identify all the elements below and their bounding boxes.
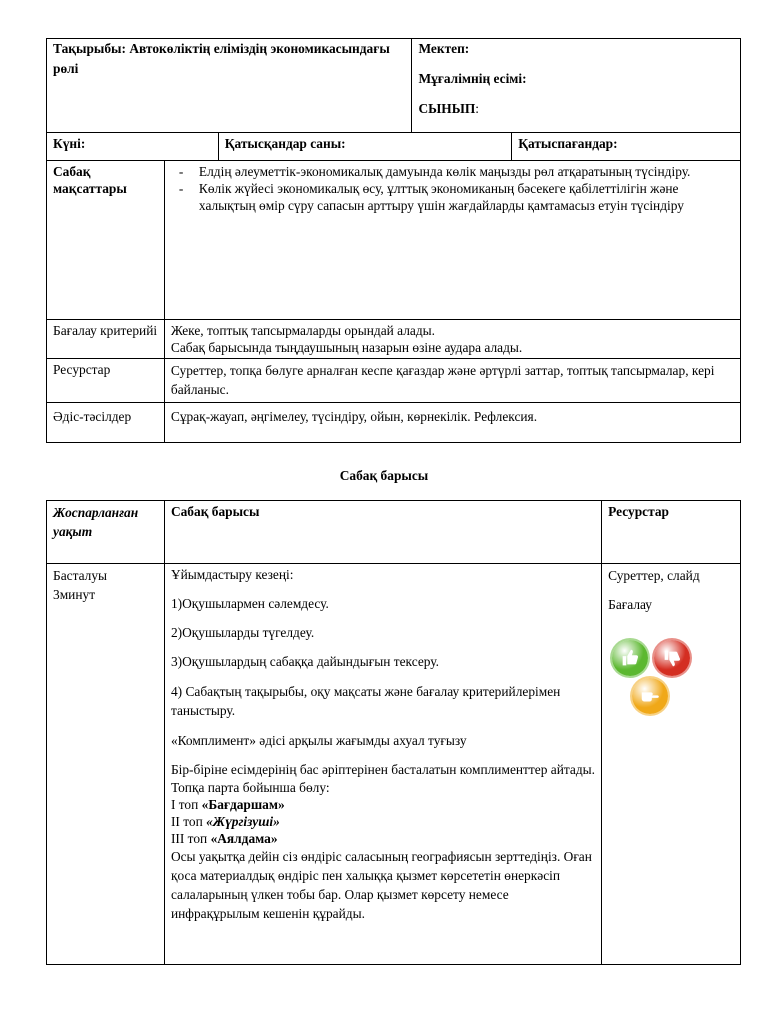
group-name: «Жүргізуші» [206, 814, 280, 829]
class-label: СЫНЫП [418, 101, 476, 116]
col-resources-header: Ресурстар [602, 501, 741, 564]
plan-resources-cell [602, 564, 741, 965]
thumbs-up-icon [612, 640, 648, 676]
goals-list-cell [164, 161, 740, 320]
compliment-description: Бір-біріне есімдерінің бас әріптерінен басталатын комплименттер айтады. [170, 762, 595, 777]
step-item: 2)Оқушыларды түгелдеу. [170, 625, 315, 640]
time-start: Басталуы [53, 568, 108, 583]
criteria-label: Бағалау критерийі [47, 320, 165, 359]
topic-label: Тақырыбы: [53, 41, 126, 56]
class-colon: : [475, 101, 479, 116]
absent-label: Қатыспағандар: [512, 133, 741, 161]
group-item [171, 796, 595, 813]
group-prefix: ІІ топ [170, 814, 203, 829]
lesson-info-table [46, 38, 741, 443]
criteria-line: Сабақ барысында тыңдаушының назарын өзіне аудара алады. [170, 340, 523, 355]
goals-label: Сабақ мақсаттары [47, 161, 165, 320]
group-prefix: ІІІ топ [170, 831, 208, 846]
date-label: Күні: [47, 133, 219, 161]
methods-text: Сұрақ-жауап, әңгімелеу, түсіндіру, ойын, көрнекілік. Рефлексия. [164, 403, 740, 443]
goal-item: - Көлік жүйесі экономикалық өсу, ұлттық экономиканың бәсекеге қабілеттілігін және халықтың өмір сүру сапасын арттыру үшін жағдайларды қамтамасыз етуін түсіндіру [175, 180, 734, 214]
present-label: Қатысқандар саны: [218, 133, 512, 161]
step-item: 4) Сабақтың тақырыбы, оқу мақсаты және бағалау критерийлерімен таныстыру. [170, 684, 561, 718]
stage-label: Ұйымдастыру кезеңі: [170, 567, 294, 582]
closing-text: Осы уақытқа дейін сіз өндіріс саласының географиясын зерттедіңіз. Оған қоса материалдық өндіріс пен халыққа қызмет көрсететін өнеркәсіп салаларының үлкен тобы бар. Олар қызмет көрсету немесе инфрақұрылым кешенін құрайды. [170, 849, 592, 921]
col-time-header: Жоспарланған уақыт [47, 501, 165, 564]
criteria-line: Жеке, топтық тапсырмаларды орындай алады. [170, 323, 436, 338]
time-duration: 3минут [53, 587, 96, 602]
group-prefix: І топ [170, 797, 199, 812]
step-item: 1)Оқушылармен сәлемдесу. [170, 596, 329, 611]
topic-cell [47, 39, 412, 133]
feedback-icons [608, 640, 734, 720]
step-item: 3)Оқушылардың сабаққа дайындығын тексеру. [170, 654, 439, 669]
thumbs-down-icon [654, 640, 690, 676]
group-item [171, 830, 595, 847]
topic-text: Автокөліктің еліміздің экономикасындағы рөлі [53, 41, 390, 76]
group-name: «Бағдаршам» [201, 797, 285, 812]
group-name: «Аялдама» [210, 831, 278, 846]
resources-text: Суреттер, топқа бөлуге арналған кеспе қағаздар және әртүрлі заттар, топтық тапсырмалар, кері байланыс. [164, 359, 740, 403]
compliment-method: «Комплимент» әдісі арқылы жағымды ахуал туғызу [170, 733, 467, 748]
plan-resources-line: Бағалау [608, 597, 652, 612]
group-item [171, 813, 595, 830]
methods-label: Әдіс-тәсілдер [47, 403, 165, 443]
goals-list [175, 163, 734, 214]
goal-item: - Елдің әлеуметтік-экономикалық дамуында көлік маңызды рөл атқаратының түсіндіру. [175, 163, 734, 180]
section-title: Сабақ барысы [339, 468, 429, 483]
thumbs-sideways-icon [632, 678, 668, 714]
plan-resources-line: Суреттер, слайд [608, 568, 700, 583]
resources-label: Ресурстар [47, 359, 165, 403]
progress-cell [164, 564, 601, 965]
criteria-cell [164, 320, 740, 359]
school-cell [412, 39, 741, 133]
class-label-line [418, 99, 734, 119]
col-progress-header: Сабақ барысы [164, 501, 601, 564]
teacher-label: Мұғалімнің есімі: [418, 71, 527, 86]
lesson-plan-table [46, 500, 741, 965]
time-cell [47, 564, 165, 965]
grouping-label: Топқа парта бойынша бөлу: [170, 780, 330, 795]
school-label: Мектеп: [418, 41, 470, 56]
